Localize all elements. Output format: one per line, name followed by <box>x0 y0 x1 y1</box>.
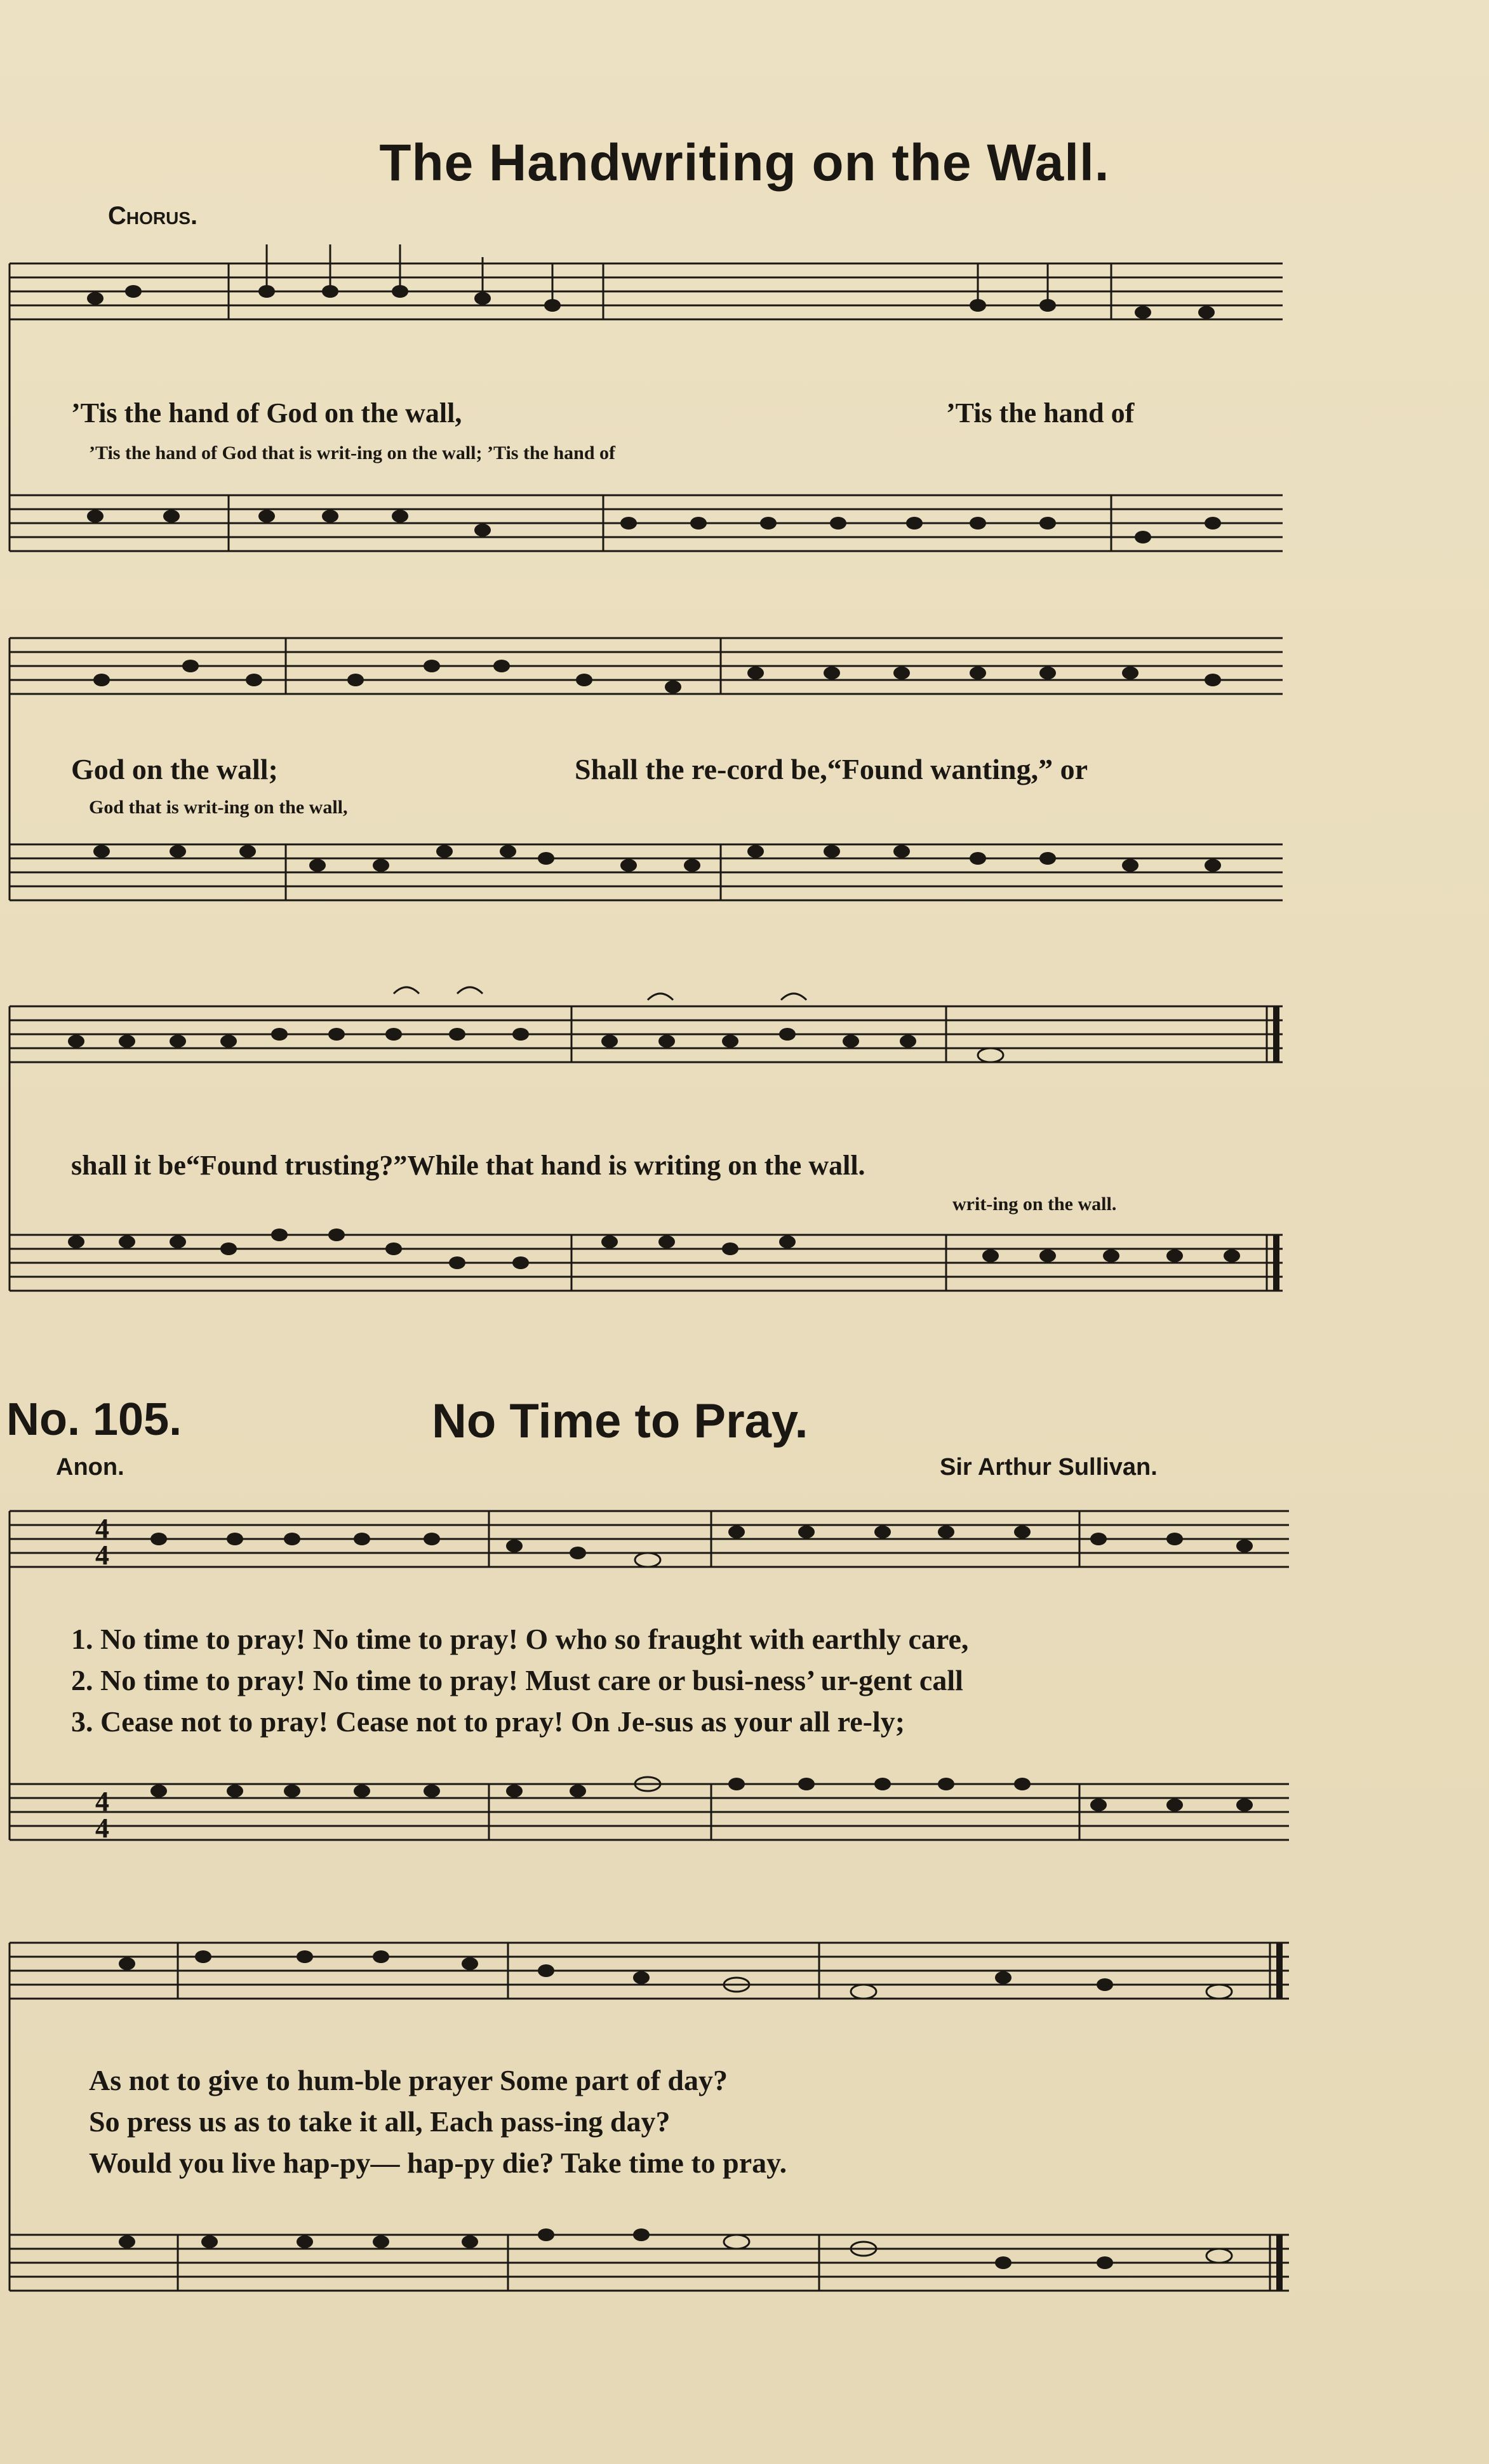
svg-text:4: 4 <box>95 1540 109 1571</box>
song-title: No Time to Pray. <box>432 1394 808 1448</box>
svg-text:4: 4 <box>95 1786 109 1817</box>
svg-text:4: 4 <box>95 1813 109 1844</box>
chorus-label: Chorus. <box>108 202 198 230</box>
lyric-line: Shall the re-cord be,“Found wanting,” or <box>575 753 1088 785</box>
verse-line: So press us as to take it all, Each pass-ing day? <box>89 2105 671 2138</box>
echo-lyric-line: ’Tis the hand of God that is writ-ing on the wall; ’Tis the hand of <box>89 443 616 463</box>
echo-lyric-line: writ-ing on the wall. <box>952 1194 1117 1215</box>
echo-lyric-line: God that is writ-ing on the wall, <box>89 797 348 818</box>
verse-line: 3. Cease not to pray! Cease not to pray! On Je-sus as your all re-ly; <box>71 1705 905 1738</box>
verse-line: As not to give to hum-ble prayer Some part of day? <box>89 2064 728 2096</box>
song-title: The Handwriting on the Wall. <box>379 134 1110 192</box>
verse-line: 1. No time to pray! No time to pray! O who so fraught with earthly care, <box>71 1623 969 1655</box>
lyric-line: shall it be“Found trusting?”While that hand is writing on the wall. <box>71 1150 865 1181</box>
composer: Sir Arthur Sullivan. <box>940 1454 1158 1481</box>
lyric-line: ’Tis the hand of God on the wall, <box>71 397 462 429</box>
lyric-line: God on the wall; <box>71 753 278 785</box>
author: Anon. <box>56 1454 124 1481</box>
verse-line: 2. No time to pray! No time to pray! Must care or busi-ness’ ur-gent call <box>71 1664 963 1696</box>
verse-line: Would you live hap-py— hap-py die? Take time to pray. <box>89 2147 787 2179</box>
lyric-line: ’Tis the hand of <box>946 397 1135 429</box>
svg-text:4: 4 <box>95 1513 109 1544</box>
hymn-number: No. 105. <box>6 1394 182 1445</box>
music-system-2 <box>0 619 1489 962</box>
